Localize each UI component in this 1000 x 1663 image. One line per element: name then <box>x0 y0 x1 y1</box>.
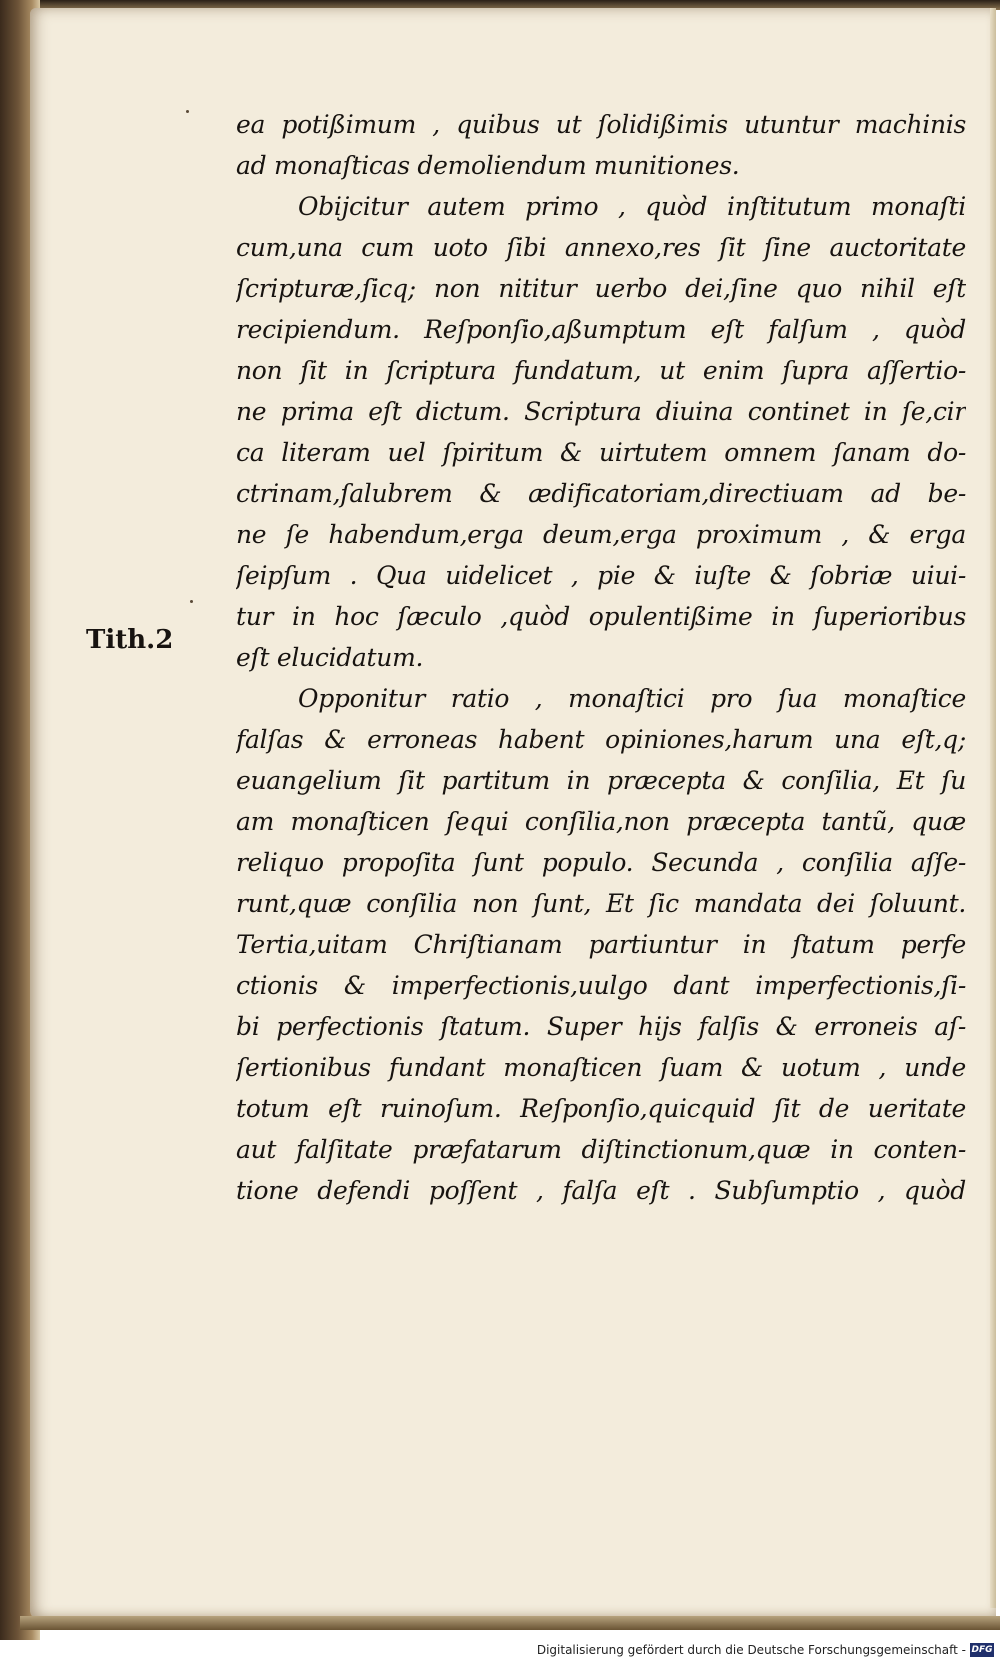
text-line: Obijcitur autem primo , quòd inſtitutum monaſti <box>298 192 966 221</box>
text-line: aut falſitate præfatarum diſtinctionum,quæ in conten- <box>236 1135 966 1164</box>
text-line: bi perfectionis ſtatum. Super hijs falſis & erroneis aſ- <box>236 1012 966 1041</box>
text-line: tur in hoc ſæculo ,quòd opulentißime in ſuperioribus <box>236 602 966 631</box>
book-bottom-edge <box>20 1616 1000 1630</box>
text-line: tione defendi poſſent , falſa eſt . Subſumptio , quòd <box>236 1176 966 1205</box>
text-line: ea potißimum , quibus ut ſolidißimis utuntur machinis <box>236 110 966 139</box>
margin-reference: Tith.2 <box>86 625 174 655</box>
dfg-logo: DFG <box>971 1645 993 1655</box>
text-line: ſertionibus fundant monaſticen ſuam & uotum , unde <box>236 1053 966 1082</box>
digitization-footer <box>0 1640 1000 1663</box>
text-line: ſcripturæ,ſicq; non nititur uerbo dei,ſine quo nihil eſt <box>236 274 966 303</box>
text-line: recipiendum. Reſponſio,aßumptum eſt falſum , quòd <box>236 315 966 344</box>
text-line: ctionis & imperfectionis,uulgo dant imperfectionis,ſi- <box>236 971 966 1000</box>
text-line: ne prima eſt dictum. Scriptura diuina continet in ſe,cir <box>236 397 966 426</box>
ink-speck <box>186 110 189 113</box>
text-line: ad monaſticas demoliendum munitiones. <box>236 151 740 180</box>
text-line: non ſit in ſcriptura fundatum, ut enim ſupra aſſertio- <box>236 356 966 385</box>
text-line: euangelium ſit partitum in præcepta & conſilia, Et ſu <box>236 766 966 795</box>
text-line: Opponitur ratio , monaſtici pro ſua monaſtice <box>298 684 966 713</box>
text-line: Tertia,uitam Chriſtianam partiuntur in ſtatum perfe <box>236 930 966 959</box>
page-text <box>236 104 966 1211</box>
text-line: runt,quæ conſilia non ſunt, Et ſic mandata dei ſoluunt. <box>236 889 966 918</box>
text-line: ſeipſum . Qua uidelicet , pie & iuſte & ſobriæ uiui- <box>236 561 966 590</box>
text-line: reliquo propoſita ſunt populo. Secunda , conſilia aſſe- <box>236 848 966 877</box>
text-line: totum eſt ruinoſum. Reſponſio,quicquid ſit de ueritate <box>236 1094 966 1123</box>
text-line: ca literam uel ſpiritum & uirtutem omnem ſanam do- <box>236 438 966 467</box>
text-line: ctrinam,ſalubrem & ædificatoriam,directiuam ad be- <box>236 479 966 508</box>
footer-credit: Digitalisierung gefördert durch die Deutsche Forschungsgemeinschaft - <box>536 1643 966 1657</box>
text-line: eſt elucidatum. <box>236 643 424 672</box>
page-right-edge <box>990 8 996 1608</box>
text-line: ne ſe habendum,erga deum,erga proximum , & erga <box>236 520 966 549</box>
text-line: cum,una cum uoto ſibi annexo,res ſit ſine auctoritate <box>236 233 966 262</box>
ink-speck <box>190 600 193 603</box>
text-line: falſas & erroneas habent opiniones,harum una eſt,q; <box>236 725 966 754</box>
text-line: am monaſticen ſequi conſilia,non præcepta tantũ, quæ <box>236 807 966 836</box>
